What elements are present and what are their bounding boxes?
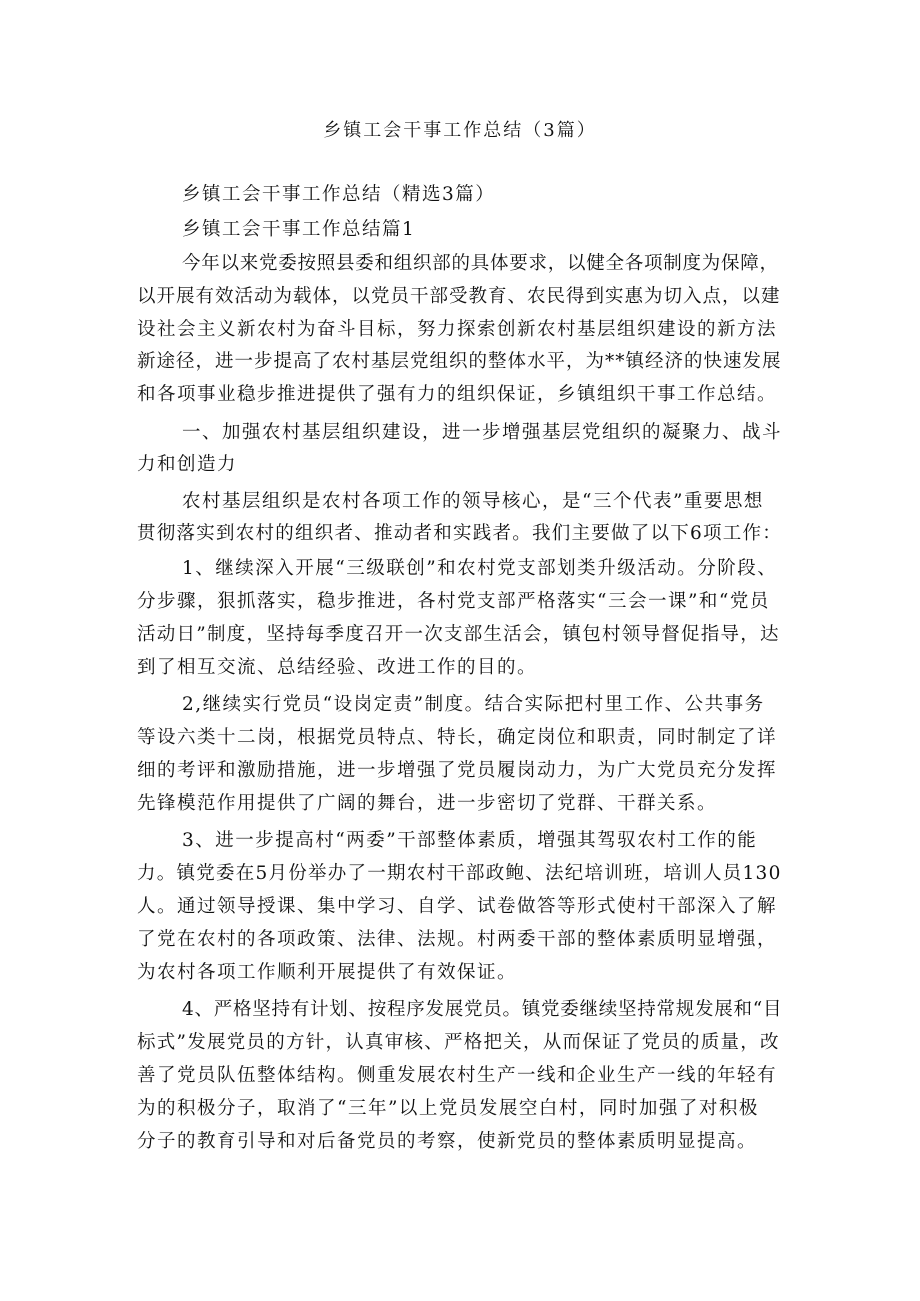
paragraph-line: 到了相互交流、总结经验、改进工作的目的。 <box>137 657 538 678</box>
paragraph-line: 标式”发展党员的方针，认真审核、严格把关，从而保证了党员的质量，改 <box>137 1032 780 1053</box>
paragraph-line: 活动日”制度，坚持每季度召开一次支部生活会，镇包村领导督促指导，达 <box>137 624 780 645</box>
paragraph-line: 2,继续实行党员“设岗定责”制度。结合实际把村里工作、公共事务 <box>182 694 765 715</box>
paragraph-line: 和各项事业稳步推进提供了强有力的组织保证，乡镇组织干事工作总结。 <box>137 384 778 405</box>
paragraph-line: 力和创造力 <box>137 454 238 475</box>
paragraph-line: 1、继续深入开展“三级联创”和农村党支部划类升级活动。分阶段、 <box>182 558 778 579</box>
paragraph-line: 3、进一步提高村“两委”干部整体素质，增强其驾驭农村工作的能 <box>182 830 758 851</box>
paragraph-line: 先锋模范作用提供了广阔的舞台，进一步密切了党群、干群关系。 <box>137 793 718 814</box>
paragraph-line: 等设六类十二岗，根据党员特点、特长，确定岗位和职责，同时制定了详 <box>137 727 778 748</box>
paragraph-line: 设社会主义新农村为奋斗目标，努力探索创新农村基层组织建设的新方法 <box>137 319 778 340</box>
paragraph-line: 以开展有效活动为载体，以党员干部受教育、农民得到实惠为切入点，以建 <box>137 286 781 307</box>
subtitle: 乡镇工会干事工作总结（精选3篇） <box>182 184 496 205</box>
paragraph-line: 农村基层组织是农村各项工作的领导核心，是“三个代表”重要思想 <box>182 491 764 512</box>
paragraph-line: 一、加强农村基层组织建设，进一步增强基层党组织的凝聚力、战斗 <box>182 422 783 443</box>
document-title: 乡镇工会干事工作总结（3篇） <box>323 120 597 141</box>
paragraph-line: 细的考评和激励措施，进一步增强了党员履岗动力，为广大党员充分发挥 <box>137 760 778 781</box>
paragraph-line: 为的积极分子，取消了“三年”以上党员发展空白村，同时加强了对积极 <box>137 1098 759 1119</box>
paragraph-line: 贯彻落实到农村的组织者、推动者和实践者。我们主要做了以下6项工作： <box>137 523 783 544</box>
paragraph-line: 力。镇党委在5月份举办了一期农村干部政鲍、法纪培训班，培训人员130 <box>137 863 782 884</box>
paragraph-line: 4、严格坚持有计划、按程序发展党员。镇党委继续坚持常规发展和“目 <box>182 999 783 1020</box>
paragraph-line: 人。通过领导授课、集中学习、自学、试卷做答等形式使村干部深入了解 <box>137 896 778 917</box>
section-heading: 乡镇工会干事工作总结篇1 <box>182 219 416 240</box>
paragraph-line: 为农村各项工作顺利开展提供了有效保证。 <box>137 962 518 983</box>
paragraph-line: 今年以来党委按照县委和组织部的具体要求，以健全各项制度为保障， <box>182 253 779 274</box>
paragraph-line: 分步骤，狠抓落实，稳步推进，各村党支部严格落实“三会一课”和“党员 <box>137 591 770 612</box>
paragraph-line: 善了党员队伍整体结构。侧重发展农村生产一线和企业生产一线的年轻有 <box>137 1065 778 1086</box>
paragraph-line: 分子的教育引导和对后备党员的考察，使新党员的整体素质明显提高。 <box>137 1131 758 1152</box>
paragraph-line: 新途径，进一步提高了农村基层党组织的整体水平，为**镇经济的快速发展 <box>137 351 782 372</box>
paragraph-line: 了党在农村的各项政策、法律、法规。村两委干部的整体素质明显增强， <box>137 929 778 950</box>
